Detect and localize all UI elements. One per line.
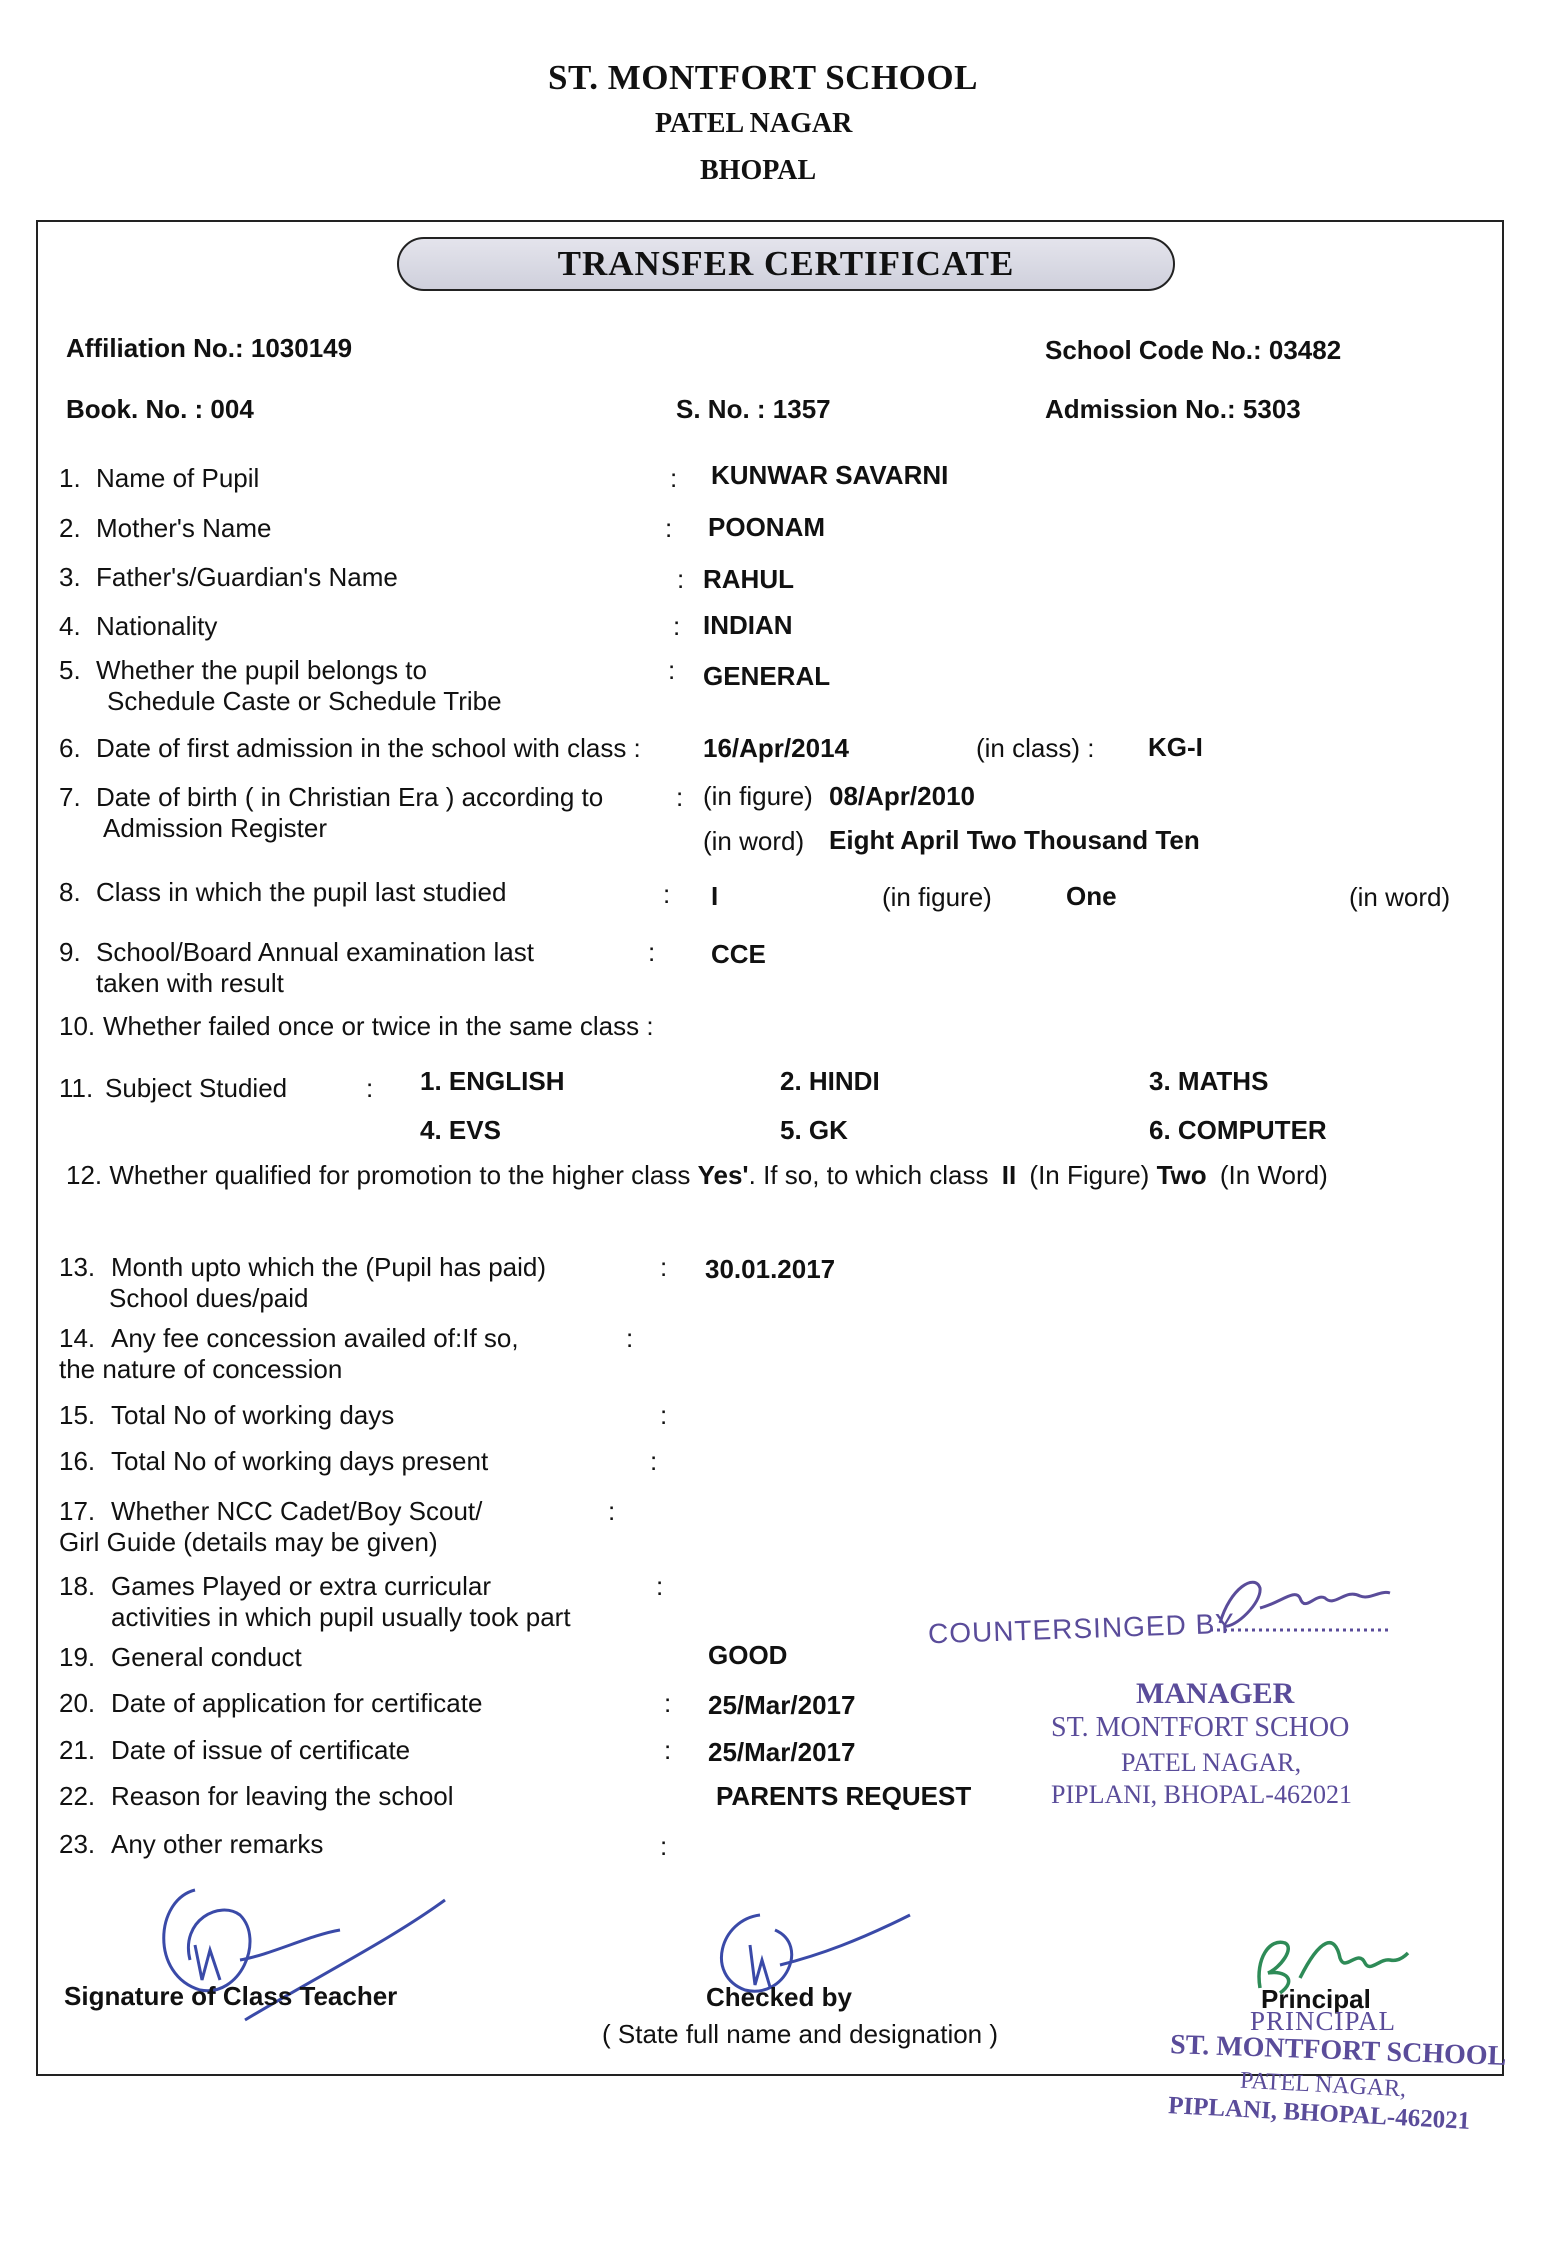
item-15-colon: : — [660, 1400, 668, 1430]
manager-stamp-city: PIPLANI, BHOPAL-462021 — [1051, 1780, 1352, 1809]
item-15-label: Total No of working days — [111, 1400, 395, 1430]
item-5-number: 5. — [59, 655, 81, 685]
item-17-label-line2: Girl Guide (details may be given) — [59, 1527, 438, 1557]
exam-result-value: CCE — [711, 939, 766, 969]
item-13-label: Month upto which the (Pupil has paid) — [111, 1252, 547, 1282]
application-date: 25/Mar/2017 — [708, 1690, 856, 1720]
item-16-colon: : — [650, 1446, 658, 1476]
book-number: Book. No. : 004 — [66, 394, 254, 424]
item-17-colon: : — [608, 1496, 616, 1526]
principal-stamp-role: PRINCIPAL — [1250, 2006, 1397, 2036]
mother-name: POONAM — [708, 512, 825, 542]
certificate-title: TRANSFER CERTIFICATE — [397, 237, 1175, 291]
manager-stamp-role: MANAGER — [1136, 1677, 1295, 1710]
category-value: GENERAL — [703, 661, 831, 691]
item-16-label: Total No of working days present — [111, 1446, 489, 1476]
item-18-label-line2: activities in which pupil usually took part — [111, 1602, 571, 1632]
item-8-label: Class in which the pupil last studied — [96, 877, 507, 907]
dues-paid-until: 30.01.2017 — [705, 1254, 836, 1284]
item-5-label-line2: Schedule Caste or Schedule Tribe — [107, 686, 502, 716]
last-class-figure: I — [711, 881, 719, 911]
item-12-question: . If so, to which class — [748, 1160, 989, 1190]
item-2-number: 2. — [59, 513, 81, 543]
item-18-colon: : — [656, 1571, 664, 1601]
item-12-line — [66, 1160, 1328, 1191]
admission-number: Admission No.: 5303 — [1045, 394, 1301, 424]
item-3-number: 3. — [59, 562, 81, 592]
last-class-word-label: (in word) — [1349, 882, 1451, 912]
item-13-colon: : — [660, 1252, 668, 1282]
item-9-colon: : — [648, 937, 656, 967]
item-1-label: Name of Pupil — [96, 463, 260, 493]
school-code: School Code No.: 03482 — [1045, 335, 1342, 365]
item-7-colon: : — [676, 782, 684, 812]
item-8-colon: : — [663, 879, 671, 909]
item-9-label: School/Board Annual examination last — [96, 937, 534, 967]
item-7-label-line2: Admission Register — [103, 813, 327, 843]
principal-stamp-city: PIPLANI, BHOPAL-462021 — [1167, 2092, 1471, 2135]
item-9-label-line2: taken with result — [96, 968, 284, 998]
item-23-label: Any other remarks — [111, 1829, 324, 1859]
school-area: PATEL NAGAR — [655, 108, 853, 139]
conduct-value: GOOD — [708, 1640, 788, 1670]
issue-date: 25/Mar/2017 — [708, 1737, 856, 1767]
item-11-number: 11. — [59, 1073, 94, 1103]
item-17-number: 17. — [59, 1496, 96, 1526]
item-14-colon: : — [626, 1323, 634, 1353]
item-22-number: 22. — [59, 1781, 96, 1811]
checked-by-label: Checked by — [706, 1982, 852, 2012]
item-2-colon: : — [665, 513, 673, 543]
last-class-word: One — [1066, 881, 1117, 911]
item-20-colon: : — [664, 1688, 672, 1718]
item-12-label: Whether qualified for promotion to the higher class — [109, 1160, 691, 1190]
dob-word-label: (in word) — [703, 826, 805, 856]
item-16-number: 16. — [59, 1446, 96, 1476]
item-5-colon: : — [668, 655, 676, 685]
dob-word-value: Eight April Two Thousand Ten — [829, 825, 1200, 855]
checked-by-note: ( State full name and designation ) — [602, 2019, 999, 2049]
item-21-label: Date of issue of certificate — [111, 1735, 411, 1765]
item-14-label-line2: the nature of concession — [59, 1354, 343, 1384]
manager-stamp-area: PATEL NAGAR, — [1121, 1748, 1302, 1777]
serial-number: S. No. : 1357 — [676, 394, 831, 424]
dob-figure-label: (in figure) — [703, 781, 813, 811]
item-8-number: 8. — [59, 877, 81, 907]
item-10-number: 10. — [59, 1011, 96, 1041]
school-city: BHOPAL — [700, 155, 817, 186]
item-1-colon: : — [670, 463, 678, 493]
item-13-label-line2: School dues/paid — [109, 1283, 309, 1313]
principal-label: Principal — [1261, 1984, 1371, 2014]
item-22-label: Reason for leaving the school — [111, 1781, 454, 1811]
item-13-number: 13. — [59, 1252, 96, 1282]
item-18-label: Games Played or extra curricular — [111, 1571, 492, 1601]
class-teacher-signature — [140, 1880, 460, 2040]
item-19-number: 19. — [59, 1642, 96, 1672]
item-21-number: 21. — [59, 1735, 96, 1765]
item-3-colon: : — [677, 564, 685, 594]
countersigned-stamp: COUNTERSINGED BY — [927, 1607, 1236, 1650]
item-14-label: Any fee concession availed of:If so, — [111, 1323, 519, 1353]
item-20-number: 20. — [59, 1688, 96, 1718]
promotion-answer: Yes' — [697, 1160, 749, 1190]
item-19-label: General conduct — [111, 1642, 302, 1672]
item-2-label: Mother's Name — [96, 513, 272, 543]
subject-5: 5. GK — [780, 1115, 848, 1145]
item-5-label: Whether the pupil belongs to — [96, 655, 427, 685]
subject-2: 2. HINDI — [780, 1066, 880, 1096]
item-12-number: 12. — [66, 1160, 103, 1190]
dob-figure-value: 08/Apr/2010 — [829, 781, 975, 811]
admission-class-value: KG-I — [1148, 732, 1203, 762]
subject-1: 1. ENGLISH — [420, 1066, 565, 1096]
item-7-number: 7. — [59, 782, 81, 812]
manager-signature — [1200, 1568, 1400, 1648]
promotion-figure-label: (In Figure) — [1029, 1160, 1150, 1190]
affiliation-number: Affiliation No.: 1030149 — [66, 333, 353, 363]
subject-6: 6. COMPUTER — [1149, 1115, 1327, 1145]
item-18-number: 18. — [59, 1571, 96, 1601]
last-class-figure-label: (in figure) — [882, 882, 992, 912]
item-23-number: 23. — [59, 1829, 96, 1859]
principal-stamp-area: PATEL NAGAR, — [1239, 2067, 1407, 2103]
subject-3: 3. MATHS — [1149, 1066, 1269, 1096]
item-11-colon: : — [366, 1073, 374, 1103]
promotion-word-label: (In Word) — [1219, 1160, 1328, 1190]
promotion-class-figure: II — [1001, 1160, 1017, 1190]
leaving-reason: PARENTS REQUEST — [716, 1781, 972, 1811]
pupil-name: KUNWAR SAVARNI — [711, 460, 949, 490]
item-4-number: 4. — [59, 611, 81, 641]
item-15-number: 15. — [59, 1400, 96, 1430]
item-4-colon: : — [673, 611, 681, 641]
item-23-colon: : — [660, 1831, 668, 1861]
nationality-value: INDIAN — [703, 610, 793, 640]
father-name: RAHUL — [703, 564, 794, 594]
item-4-label: Nationality — [96, 611, 218, 641]
item-1-number: 1. — [59, 463, 81, 493]
item-10-label: Whether failed once or twice in the same class : — [103, 1011, 654, 1041]
school-name: ST. MONTFORT SCHOOL — [548, 58, 978, 97]
item-14-number: 14. — [59, 1323, 96, 1353]
class-teacher-label: Signature of Class Teacher — [64, 1981, 398, 2011]
item-17-label: Whether NCC Cadet/Boy Scout/ — [111, 1496, 483, 1526]
promotion-class-word: Two — [1156, 1160, 1207, 1190]
item-20-label: Date of application for certificate — [111, 1688, 483, 1718]
subject-4: 4. EVS — [420, 1115, 501, 1145]
admission-class-label: (in class) : — [976, 733, 1095, 763]
item-7-label: Date of birth ( in Christian Era ) according to — [96, 782, 604, 812]
item-21-colon: : — [664, 1735, 672, 1765]
first-admission-date: 16/Apr/2014 — [703, 733, 849, 763]
item-6-label: Date of first admission in the school with class : — [96, 733, 641, 763]
item-3-label: Father's/Guardian's Name — [96, 562, 398, 592]
item-6-number: 6. — [59, 733, 81, 763]
item-9-number: 9. — [59, 937, 81, 967]
principal-stamp-school: ST. MONTFORT SCHOOL — [1169, 2029, 1507, 2072]
item-11-label: Subject Studied — [105, 1073, 288, 1103]
manager-stamp-school: ST. MONTFORT SCHOO — [1051, 1712, 1350, 1743]
